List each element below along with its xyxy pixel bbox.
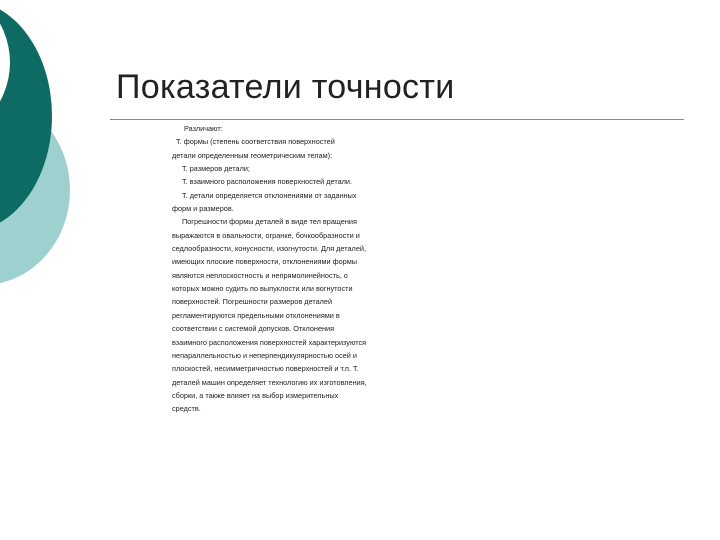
body-line: сборки, а также влияет на выбор измерительных [172,390,339,400]
body-line: средств. [172,404,201,414]
slide-title: Показатели точности [116,68,455,106]
title-divider [110,119,684,120]
body-line: плоскостей, несимметричностью поверхностей и т.п. Т. [172,364,359,374]
body-line: регламентируются предельными отклонениями в [172,310,340,320]
body-line: непараллельностью и неперпендикулярностью осей и [172,350,357,360]
body-line: Т. взаимного расположения поверхностей детали. [182,177,353,187]
body-line: Т. размеров детали; [182,164,250,174]
decorative-circles [0,0,110,540]
body-line: взаимного расположения поверхностей характеризуются [172,337,367,347]
body-line: седлообразности, конусности, изогнутости. Для деталей, [172,244,366,254]
body-line: детали определенным геометрическим телам); [172,150,333,160]
body-line: Т. формы (степень соответствия поверхностей [176,137,335,147]
body-line: имеющих плоские поверхности, отклонениями формы [172,257,357,267]
body-line: Различают: [184,124,223,133]
slide-body [172,122,404,416]
body-line: выражаются в овальности, огранке, бочкообразности и [172,230,360,240]
body-line: соответствии с системой допусков. Отклонения [172,324,335,334]
body-line: поверхностей. Погрешности размеров деталей [172,297,333,307]
body-line: которых можно судить по выпуклости или вогнутости [172,284,353,294]
body-line: Погрешности формы деталей в виде тел вращения [182,217,357,227]
body-line: деталей машин определяет технологию их изготовления, [172,377,367,387]
body-line: являются неплоскостность и непрямолинейность, о [172,270,348,280]
body-line: Т. детали определяется отклонениями от заданных [182,190,357,200]
body-line: форм и размеров. [172,204,234,214]
